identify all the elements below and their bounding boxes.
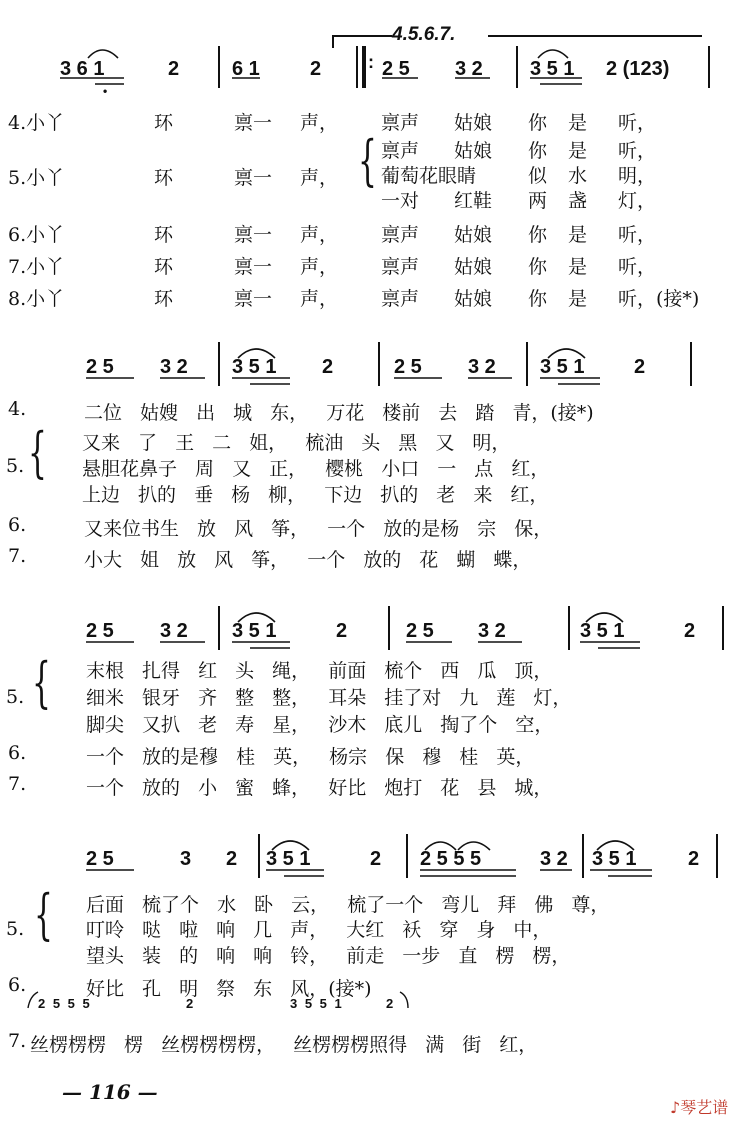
lyric-line: 后面 梳了个 水 卧 云， 梳了一个 弯儿 拜 佛 尊，: [86, 894, 610, 916]
verse-label: 6.: [8, 742, 27, 764]
lyric-line: 7.小丫 环 禀一 声， 禀声 姑娘 你 是 听，: [8, 256, 657, 278]
barline: [722, 606, 724, 650]
note: 2 5: [406, 620, 434, 642]
note: 2: [634, 356, 646, 378]
small-note: 2: [386, 996, 394, 1011]
note: 2 5: [86, 620, 114, 642]
lyric-line: 又来 了 王 二 姐， 梳油 头 黑 又 明，: [82, 432, 511, 454]
brace: {: [32, 651, 51, 714]
verse-label: 7.: [8, 1030, 27, 1052]
lyric-line: 悬胆花鼻子 周 又 正， 樱桃 小口 一 点 红，: [82, 458, 550, 480]
lyric-line: 葡萄花眼睛 似 水 明，: [381, 165, 657, 187]
lyric-line: 细米 银牙 齐 整 整， 耳朵 挂了对 九 莲 灯，: [86, 687, 572, 709]
barline: [708, 46, 710, 88]
barline: [356, 46, 358, 88]
note: 2 5: [86, 356, 114, 378]
barline: [388, 606, 390, 650]
note: 3 2: [478, 620, 506, 642]
note: 2: [322, 356, 334, 378]
note: 2: [688, 848, 700, 870]
page-number: — 116 —: [62, 1080, 158, 1104]
verse-label: 6.: [8, 974, 27, 996]
verse-label: 7.: [8, 773, 27, 795]
verse-label: 6.: [8, 514, 27, 536]
note: 2: [226, 848, 238, 870]
lyric-line: 又来位书生 放 风 筝， 一个 放的是杨 宗 保，: [84, 518, 553, 540]
note: 3 2: [160, 356, 188, 378]
note: 3 6 1: [60, 58, 105, 80]
note: 2: [684, 620, 696, 642]
barline: [716, 834, 718, 878]
lyric-line: 末根 扎得 红 头 绳， 前面 梳个 西 瓜 顶，: [86, 660, 553, 682]
barline: [218, 342, 220, 386]
lyric-line: 脚尖 又扒 老 寿 星， 沙木 底儿 掏了个 空，: [86, 714, 554, 736]
lyric-line: 一对 红鞋 两 盏 灯，: [381, 190, 657, 212]
note: 2: [370, 848, 382, 870]
lyric-line: 6.小丫 环 禀一 声， 禀声 姑娘 你 是 听，: [8, 224, 657, 246]
small-note: 3 5 5 1: [290, 996, 344, 1011]
brace: {: [34, 883, 53, 946]
note: 2: [336, 620, 348, 642]
note: 2 (123): [606, 58, 670, 80]
barline: [218, 46, 220, 88]
note: 3 5 1: [266, 848, 311, 870]
brace: {: [358, 129, 377, 192]
lyric-line: 二位 姑嫂 出 城 东， 万花 楼前 去 踏 青，(接*): [84, 402, 594, 424]
barline: [378, 342, 380, 386]
note: 3 5 1: [232, 356, 277, 378]
barline: [568, 606, 570, 650]
barline: [258, 834, 260, 878]
note: 2 5: [394, 356, 422, 378]
note: 3 2: [160, 620, 188, 642]
verse-label: 5.: [6, 686, 25, 708]
note: 2 5: [86, 848, 114, 870]
note: 3: [180, 848, 192, 870]
note: 2: [168, 58, 180, 80]
note: 2: [310, 58, 322, 80]
lyric-line: 5.小丫 环 禀一 声，: [8, 167, 339, 189]
note: 2 5: [382, 58, 410, 80]
lyric-line: 小大 姐 放 风 筝， 一个 放的 花 蝴 蝶，: [84, 549, 532, 571]
note: 3 5 1: [592, 848, 637, 870]
dot: •: [103, 84, 108, 98]
barline: [406, 834, 408, 878]
note: 3 5 1: [232, 620, 277, 642]
lyric-line: 丝楞楞楞 楞 丝楞楞楞楞， 丝楞楞楞照得 满 街 红，: [30, 1034, 538, 1056]
watermark-logo: ♪琴艺谱: [670, 1098, 729, 1117]
small-note: 2 5 5 5: [38, 996, 92, 1011]
note: 3 2: [468, 356, 496, 378]
verse-label: 5.: [6, 455, 25, 477]
lyric-line: 好比 孔 明 祭 东 风，(接*): [86, 978, 372, 1000]
lyric-line: 上边 扒的 垂 杨 柳， 下边 扒的 老 来 红，: [82, 484, 549, 506]
brace: {: [28, 421, 47, 484]
barline: [526, 342, 528, 386]
barline: [516, 46, 518, 88]
barline: [582, 834, 584, 878]
lyric-line: 叮呤 哒 啦 响 几 声， 大红 袄 穿 身 中，: [86, 919, 552, 941]
lyric-line: 望头 装 的 响 响 铃， 前走 一步 直 楞 楞，: [86, 945, 571, 967]
lyric-line: 一个 放的 小 蜜 蜂， 好比 炮打 花 县 城，: [86, 777, 553, 799]
repeat-barline: [362, 46, 366, 88]
repeat-dots: :: [368, 52, 374, 72]
note: 3 5 1: [580, 620, 625, 642]
lyric-line: 一个 放的是穆 桂 英， 杨宗 保 穆 桂 英，: [86, 746, 535, 768]
barline: [218, 606, 220, 650]
verse-label: 7.: [8, 545, 27, 567]
note: 3 2: [540, 848, 568, 870]
note: 3 2: [455, 58, 483, 80]
logo-icon: ♪: [670, 1098, 681, 1117]
verse-label: 5.: [6, 918, 25, 940]
note: 3 5 1: [530, 58, 575, 80]
note: 6 1: [232, 58, 260, 80]
volta-label: 4.5.6.7.: [392, 24, 456, 45]
small-note: 2: [186, 996, 194, 1011]
lyric-line: 禀声 姑娘 你 是 听，: [381, 140, 657, 162]
barline: [690, 342, 692, 386]
note: 3 5 1: [540, 356, 585, 378]
lyric-line: 8.小丫 环 禀一 声， 禀声 姑娘 你 是 听，(接*): [8, 288, 700, 310]
note: 2 5 5 5: [420, 848, 482, 870]
lyric-line: 4.小丫 环 禀一 声， 禀声 姑娘 你 是 听，: [8, 112, 657, 134]
verse-label: 4.: [8, 398, 27, 420]
